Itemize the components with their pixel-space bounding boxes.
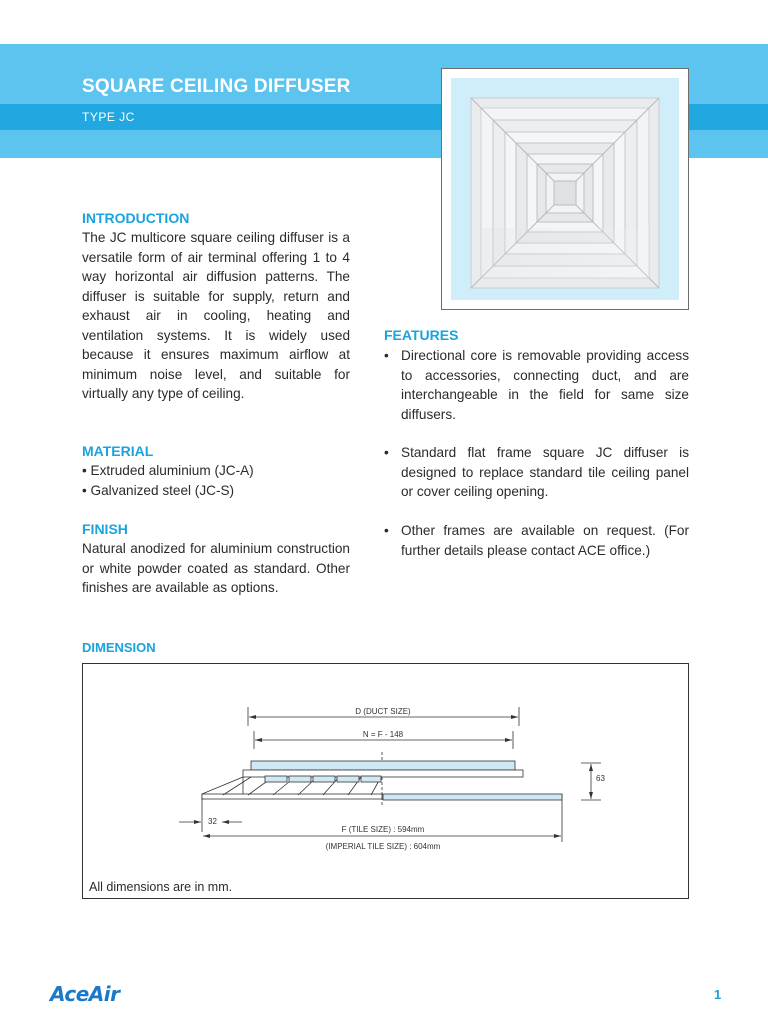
feature-text: Other frames are available on request. (For further details please contact ACE office.) (401, 523, 689, 558)
introduction-heading: INTRODUCTION (82, 210, 190, 226)
neck-size-label: N = F - 148 (362, 730, 404, 739)
product-photo (441, 68, 689, 310)
material-item: • Extruded aluminium (JC-A) (82, 463, 254, 478)
dimension-heading: DIMENSION (82, 640, 156, 655)
page-number: 1 (714, 987, 722, 1002)
page-subtitle: TYPE JC (82, 110, 135, 124)
features-heading: FEATURES (384, 327, 459, 343)
dimension-note: All dimensions are in mm. (89, 880, 233, 894)
dimension-diagram (83, 664, 688, 898)
feature-item (384, 346, 689, 424)
frame-width-label: 32 (208, 817, 217, 826)
bullet: • (384, 348, 389, 363)
feature-item (384, 443, 689, 502)
brand-logo: AceAir (50, 982, 120, 1006)
material-item: • Galvanized steel (JC-S) (82, 483, 235, 498)
feature-text: Standard flat frame square JC diffuser is designed to replace standard tile ceiling panel or cover ceiling opening. (401, 445, 689, 499)
finish-heading: FINISH (82, 521, 128, 537)
diffuser-illustration (451, 78, 679, 300)
tile-size-label: F (TILE SIZE) : 594mm (341, 825, 425, 834)
feature-text: Directional core is removable providing access to accessories, connecting duct, and are interchangeable in the field for same size diffusers. (401, 348, 689, 422)
height-label: 63 (596, 774, 605, 783)
dimension-drawing (82, 663, 689, 899)
photo-background (451, 78, 679, 300)
bullet: • (384, 445, 389, 460)
introduction-text: The JC multicore square ceiling diffuser is a versatile form of air terminal offering 1 to 4 way horizontal air diffusion patterns. The diffuser is suitable for supply, return and exhaust air in cooling, heating and ventilation systems. It is widely used because it ensures maximum airflow at minimum noise level, and suitable for virtually any type of ceiling. (82, 230, 350, 401)
feature-item (384, 521, 689, 560)
duct-size-label: D (DUCT SIZE) (355, 707, 411, 716)
bullet: • (384, 523, 389, 538)
imperial-tile-label: (IMPERIAL TILE SIZE) : 604mm (325, 842, 441, 851)
material-heading: MATERIAL (82, 443, 154, 459)
page-title: SQUARE CEILING DIFFUSER (82, 76, 351, 97)
finish-text: Natural anodized for aluminium construction or white powder coated as standard. Other finishes are available as options. (82, 541, 350, 595)
